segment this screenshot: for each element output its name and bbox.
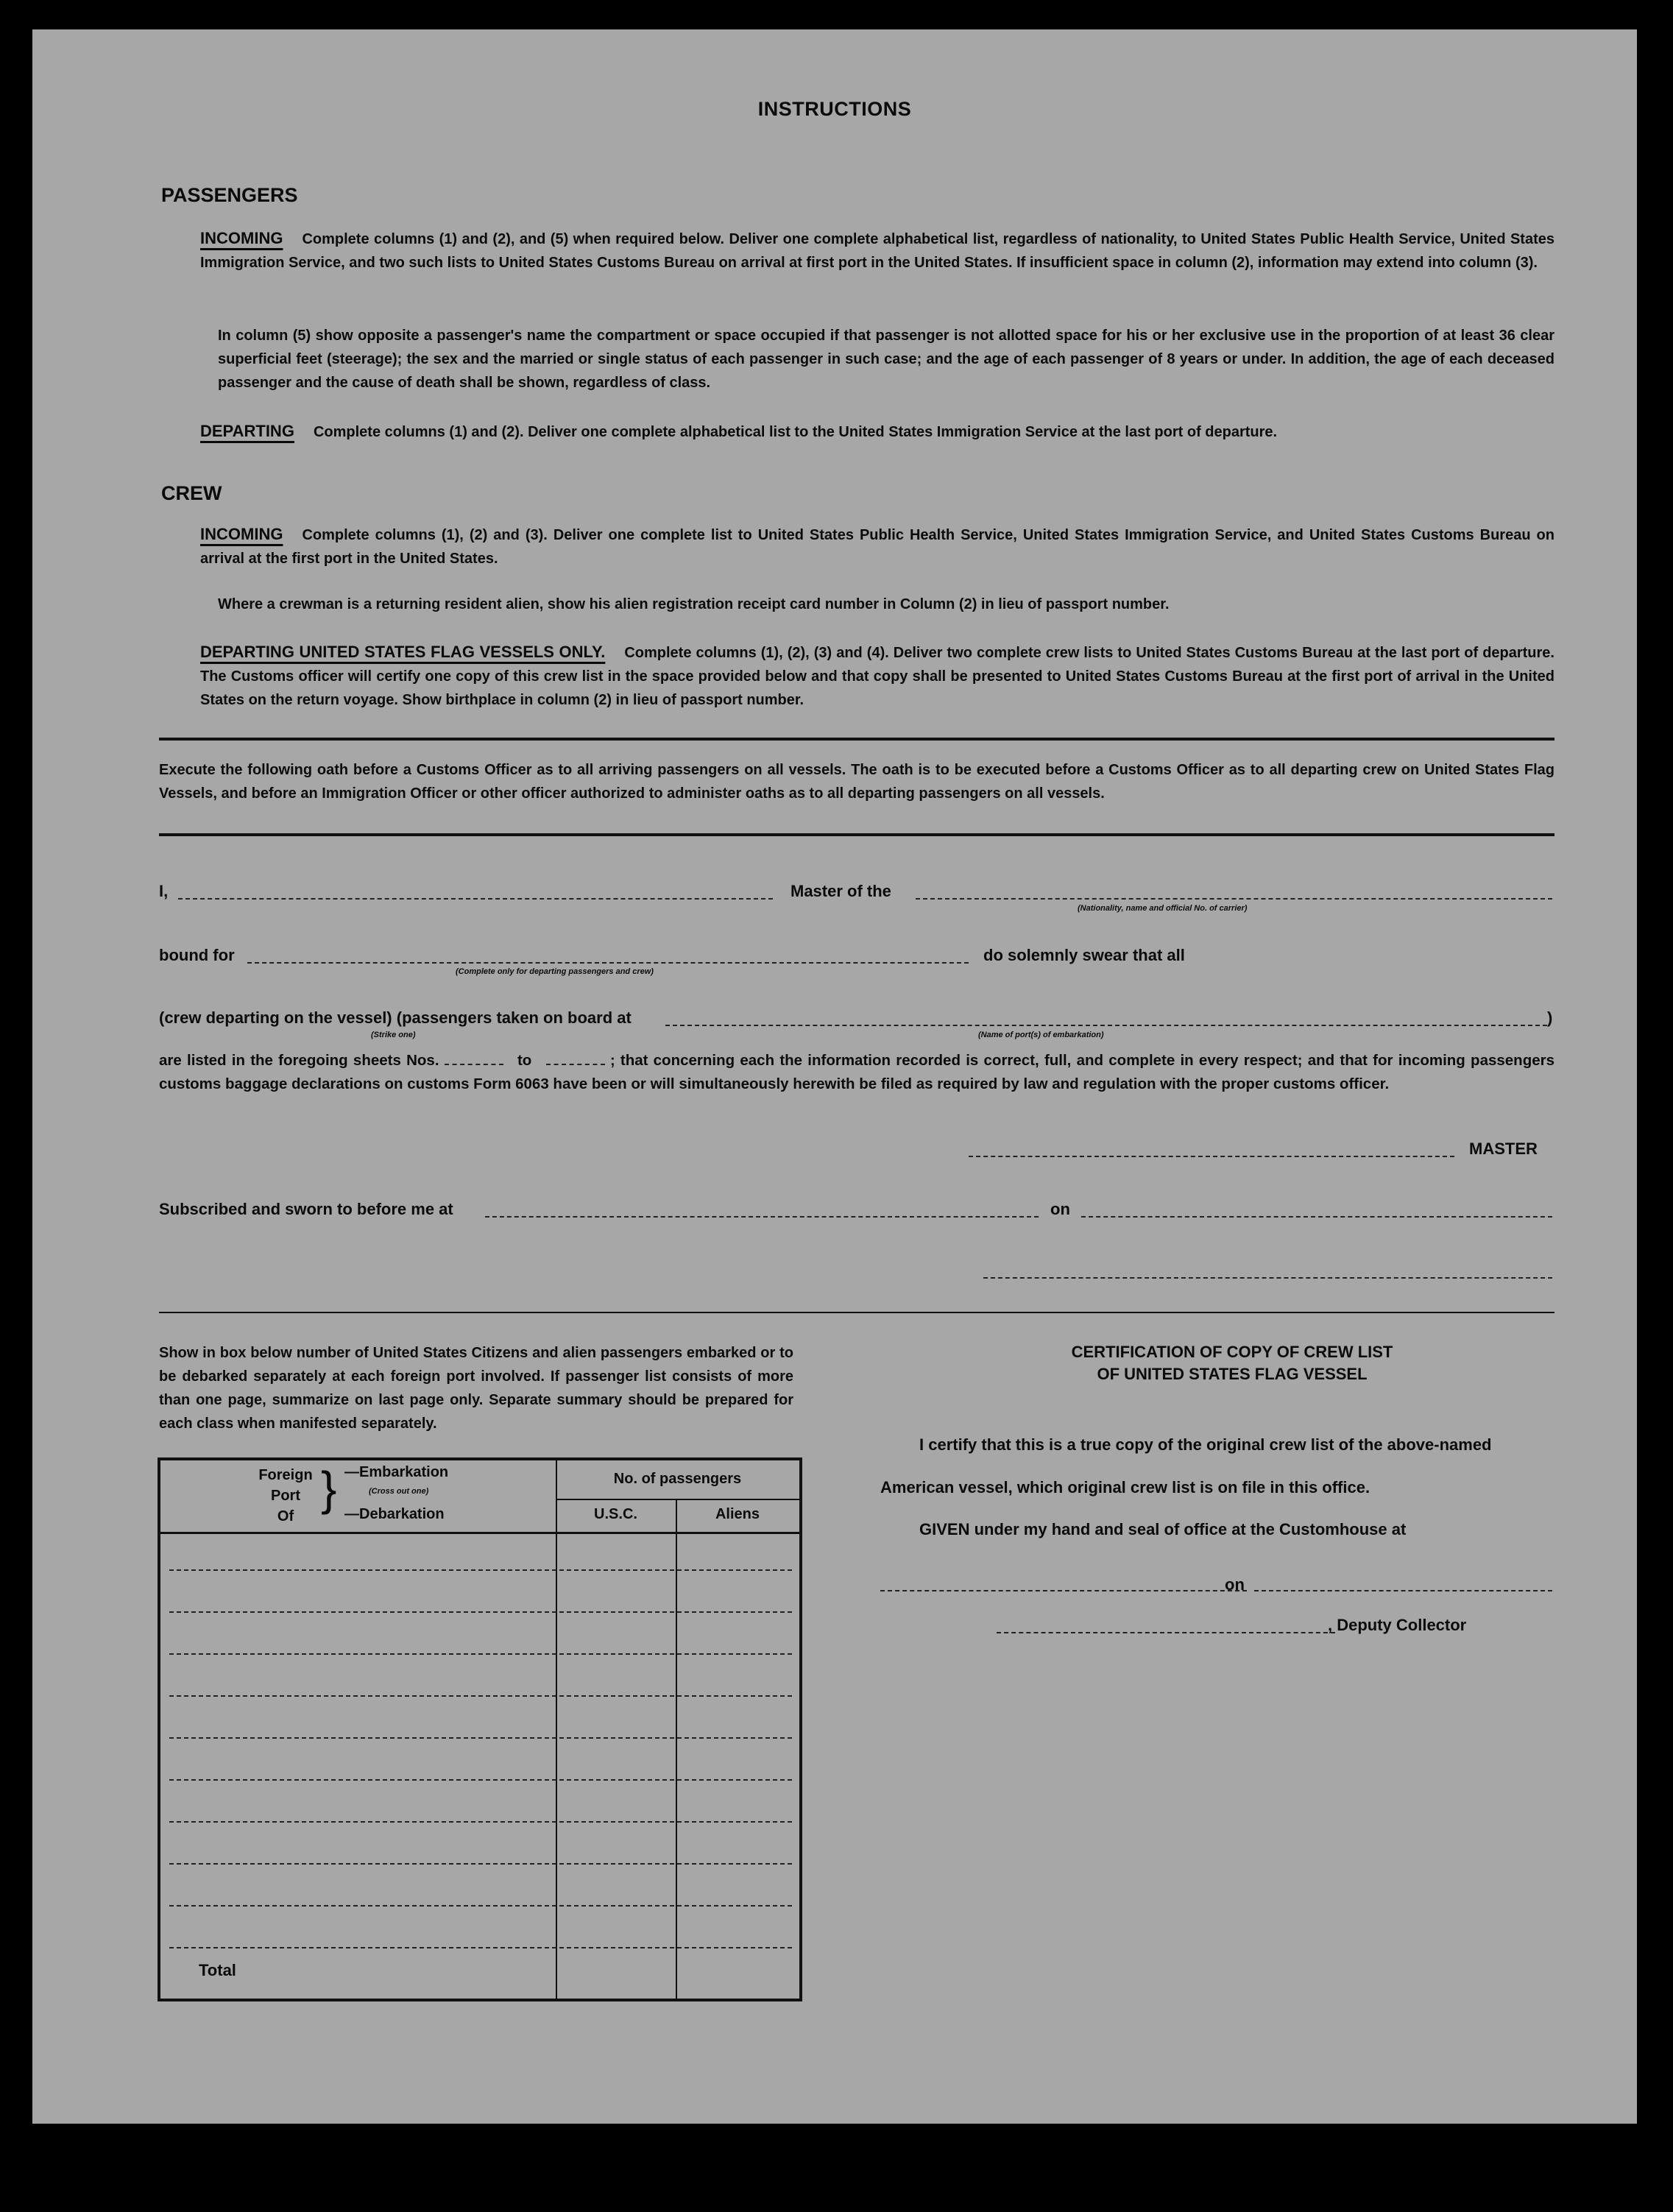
oath-intro: Execute the following oath before a Customs Officer as to all arriving passengers on all vessels. The oath is to be executed before a Customs Officer as to all departing crew on United States Flag Vessels, and before an Immigration Officer or other officer authorized to administer oaths as to all departing passengers on all vessels. xyxy=(159,762,1554,802)
passengers-incoming-paragraph xyxy=(200,227,1554,275)
certification-on-label: on xyxy=(1225,1575,1245,1594)
bound-for-field[interactable] xyxy=(247,962,969,964)
crew-departing-label: DEPARTING UNITED STATES FLAG VESSELS ONLY. xyxy=(200,643,606,661)
port-label: Port xyxy=(271,1488,300,1504)
oath-close-paren: ) xyxy=(1547,1008,1553,1027)
certify-line1: I certify that this is a true copy of the original crew list of the above-named xyxy=(919,1435,1492,1454)
master-name-field[interactable] xyxy=(178,898,773,900)
summary-row-line[interactable] xyxy=(169,1779,792,1781)
certification-title xyxy=(982,1341,1482,1385)
summary-row-line[interactable] xyxy=(169,1905,792,1907)
embarkation-label: —Embarkation xyxy=(344,1464,449,1480)
usc-label: U.S.C. xyxy=(594,1506,637,1522)
passengers-heading: PASSENGERS xyxy=(161,184,298,206)
passengers-incoming-label: INCOMING xyxy=(200,229,283,247)
no-passengers-label: No. of passengers xyxy=(613,1471,742,1487)
listed-text: ; that concerning each the information recorded is correct, full, and complete in every respect; and that for incoming passengers customs baggage declarations on customs Form 6063 have been or will simultaneously herewith be filed as required by law and regulation with the proper customs officer. xyxy=(159,1052,1555,1092)
summary-row-line[interactable] xyxy=(169,1737,792,1739)
summary-row-line[interactable] xyxy=(169,1611,792,1613)
divider-rule-2 xyxy=(159,833,1554,836)
subscribed-label: Subscribed and sworn to before me at xyxy=(159,1200,453,1218)
sheet-from-field[interactable] xyxy=(445,1064,503,1065)
certification-title-line2: OF UNITED STATES FLAG VESSEL xyxy=(1097,1365,1368,1383)
oath-bound-for-label: bound for xyxy=(159,946,235,964)
col-divider-2 xyxy=(676,1499,677,1999)
summary-row-line[interactable] xyxy=(169,1653,792,1655)
carrier-field[interactable] xyxy=(916,898,1552,900)
form-page xyxy=(32,29,1637,2124)
master-signature-field[interactable] xyxy=(969,1156,1454,1157)
crew-departing-paragraph xyxy=(200,640,1554,712)
listed-prefix: are listed in the foregoing sheets Nos. xyxy=(159,1052,439,1069)
foreign-label: Foreign xyxy=(258,1467,313,1483)
passengers-incoming-text: Complete columns (1) and (2), and (5) when required below. Deliver one complete alphabetical list, regardless of nationality, to United States Public Health Service, United States Immigration Service, and two such lists to United States Customs Bureau on arrival at first port in the United States. If insufficient space in column (2), information may extend into column (3). xyxy=(200,231,1554,271)
oath-master-of-label: Master of the xyxy=(790,882,891,900)
crew-departing-text: Complete columns (1), (2), (3) and (4). Deliver two complete crew lists to United States Customs Bureau at the last port of departure. The Customs officer will certify one copy of this crew list in the space provided below and that copy shall be presented to United States Customs Bureau at the first port of arrival in the United States on the return voyage. Show birthplace in column (2) in lieu of passport number. xyxy=(200,645,1554,708)
header-bottom-rule xyxy=(160,1532,799,1534)
summary-row-line[interactable] xyxy=(169,1947,792,1948)
passenger-summary-box xyxy=(158,1457,802,2001)
subscribed-on-label: on xyxy=(1050,1200,1070,1218)
crew-incoming-label: INCOMING xyxy=(200,525,283,543)
cross-out-note: (Cross out one) xyxy=(369,1487,429,1496)
brace-glyph: } xyxy=(321,1462,337,1515)
divider-rule-1 xyxy=(159,738,1554,741)
summary-row-line[interactable] xyxy=(169,1569,792,1571)
certification-date-field[interactable] xyxy=(1254,1590,1552,1591)
subscribed-place-field[interactable] xyxy=(485,1216,1039,1218)
instructions-title: INSTRUCTIONS xyxy=(757,98,912,120)
crew-incoming-text: Complete columns (1), (2) and (3). Deliver one complete list to United States Public Health Service, United States Immigration Service, and United States Customs Bureau on arrival at the first port in the United States. xyxy=(200,527,1554,567)
crew-heading: CREW xyxy=(161,482,222,504)
passengers-departing-text: Complete columns (1) and (2). Deliver one complete alphabetical list to the United States Immigration Service at the last port of departure. xyxy=(313,424,1278,440)
sheet-to-field[interactable] xyxy=(546,1064,605,1065)
passengers-departing-paragraph xyxy=(200,420,1554,444)
total-label: Total xyxy=(199,1961,236,1979)
deputy-collector-label: , Deputy Collector xyxy=(1328,1616,1467,1634)
carrier-note: (Nationality, name and official No. of carrier) xyxy=(1078,904,1248,913)
oath-swear-label: do solemnly swear that all xyxy=(983,946,1185,964)
of-label: Of xyxy=(277,1508,294,1524)
listed-to: to xyxy=(517,1052,532,1069)
passengers-column5-paragraph: In column (5) show opposite a passenger's name the compartment or space occupied if that passenger is not allotted space for his or her exclusive use in the proportion of at least 36 clear superficial feet (steerage); the sex and the married or single status of each passenger in such case; and the age of each passenger of 8 years or under. In addition, the age of each deceased passenger and the cause of death shall be shown, regardless of class. xyxy=(218,328,1554,391)
embarkation-port-field[interactable] xyxy=(665,1025,1547,1026)
debarkation-label: —Debarkation xyxy=(344,1506,445,1522)
col-divider-1 xyxy=(556,1460,557,1999)
summary-row-line[interactable] xyxy=(169,1863,792,1865)
header-divider xyxy=(556,1499,799,1500)
officer-signature-field[interactable] xyxy=(983,1277,1552,1279)
strike-note: (Strike one) xyxy=(371,1031,416,1039)
certify-line2: American vessel, which original crew list is on file in this office. xyxy=(880,1478,1370,1497)
ports-note: (Name of port(s) of embarkation) xyxy=(978,1031,1104,1039)
given-text: GIVEN under my hand and seal of office at the Customhouse at xyxy=(919,1520,1407,1538)
foreign-port-of-label xyxy=(256,1465,315,1527)
aliens-label: Aliens xyxy=(715,1506,760,1522)
divider-rule-3 xyxy=(159,1312,1554,1313)
subscribed-date-field[interactable] xyxy=(1081,1216,1552,1218)
summary-row-line[interactable] xyxy=(169,1695,792,1697)
master-label: MASTER xyxy=(1469,1139,1538,1158)
customhouse-field[interactable] xyxy=(880,1590,1247,1591)
summary-instructions: Show in box below number of United States Citizens and alien passengers embarked or to be debarked separately at each foreign port involved. If passenger list consists of more than one page, summarize on last page only. Separate summary should be prepared for each class when manifested separately. xyxy=(159,1345,793,1432)
oath-i-label: I, xyxy=(159,882,169,900)
passengers-departing-label: DEPARTING xyxy=(200,422,294,440)
deputy-signature-field[interactable] xyxy=(997,1632,1335,1633)
crew-resident-paragraph: Where a crewman is a returning resident alien, show his alien registration receipt card number in Column (2) in lieu of passport number. xyxy=(218,596,1170,612)
summary-row-line[interactable] xyxy=(169,1821,792,1823)
certification-title-line1: CERTIFICATION OF COPY OF CREW LIST xyxy=(1071,1343,1393,1361)
oath-crew-departing-label: (crew departing on the vessel) (passengers taken on board at xyxy=(159,1008,632,1027)
oath-listed-paragraph xyxy=(159,1049,1554,1096)
bound-note: (Complete only for departing passengers and crew) xyxy=(456,967,654,976)
crew-incoming-paragraph xyxy=(200,523,1554,570)
